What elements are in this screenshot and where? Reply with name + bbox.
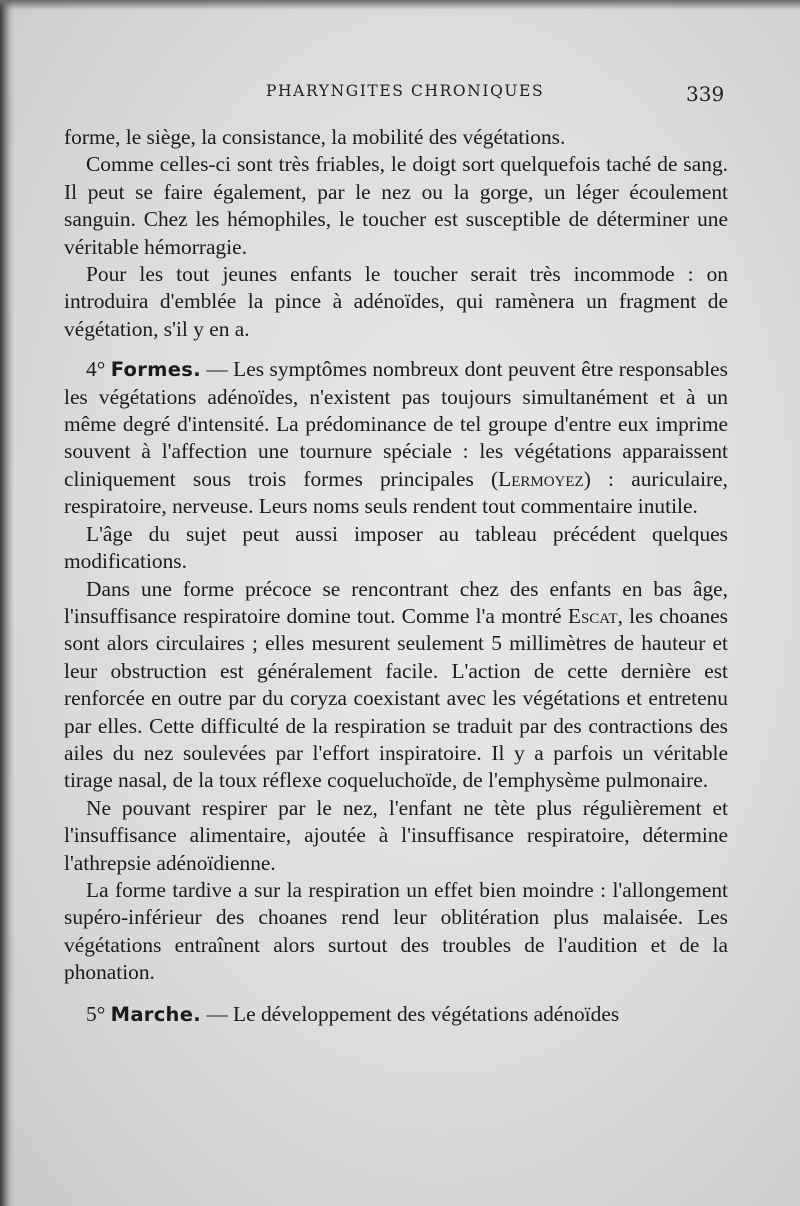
paragraph-text: ) : auriculaire, respiratoire, nerveuse. Leurs noms seuls rendent tout commentaire inutile. [64,466,728,519]
section-heading: Marche. [110,1002,201,1026]
section-marche [64,1001,728,1028]
paragraph-age [64,521,728,576]
section-formes [64,356,728,520]
paragraph-continuation [64,124,728,151]
page-number: 339 [686,82,725,106]
paragraph-text: Dans une forme précoce se rencontrant chez des enfants en bas âge, l'insuffisance respiratoire domine tout. Comme l'a montré [64,576,728,628]
paragraph-text: Pour les tout jeunes enfants le toucher serait très incommode : on introduira d'emblée la pince à adénoïdes, qui ramènera un fragment de végétation, s'il y en a. [64,262,728,341]
paragraph-text: , les choanes sont alors circulaires ; elles mesurent seulement 5 millimètres de hauteur et leur obstruction est généralement facile. L'action de cette dernière est renforcée en outre par du coryza coexistant avec les végétations et entretenu par elles. Cette difficulté de la respiration se traduit par des contractions des ailes du nez soulevées par l'effort inspiratoire. Il y a parfois un véritable tirage nasal, de la toux réflexe coqueluchoïde, de l'emphysème pulmonaire. [64,603,728,793]
section-number: 5° [86,1001,106,1026]
paragraph-early-form [64,576,728,795]
paragraph-late-form [64,877,728,987]
body-text [64,124,728,1028]
paragraph-text: forme, le siège, la consistance, la mobilité des végétations. [64,125,566,149]
paragraph-bleeding [64,151,728,261]
running-title: PHARYNGITES CHRONIQUES [266,82,545,100]
paragraph-text: Ne pouvant respirer par le nez, l'enfant ne tète plus régulièrement et l'insuffisance alimentaire, ajoutée à l'insuffisance respiratoire, détermine l'athrepsie adénoïdienne. [64,795,728,875]
page-header [0,80,800,110]
paragraph-text: La forme tardive a sur la respiration un effet bien moindre : l'allongement supéro-inférieur des choanes rend leur oblitération plus malaisée. Les végétations entraînent alors surtout des troubles de l'audition et de la phonation. [64,877,728,985]
paragraph-young-children [64,261,728,343]
author-name: Escat [567,603,618,628]
author-name: Lermoyez [498,466,584,491]
paragraph-text: L'âge du sujet peut aussi imposer au tableau précédent quelques modifications. [64,521,728,574]
paragraph-athrepsie [64,795,728,877]
paragraph-text: Comme celles-ci sont très friables, le doigt sort quelquefois taché de sang. Il peut se faire également, par le nez ou la gorge, un léger écoulement sanguin. Chez les hémophiles, le toucher est susceptible de déterminer une véritable hémorragie. [64,152,728,259]
section-heading: Formes. [110,358,201,382]
section-number: 4° [86,357,106,382]
paragraph-text: — Le développement des végétations adénoïdes [200,1001,620,1026]
paragraph-text: — Les symptômes nombreux dont peuvent être responsables les végétations adénoïdes, n'existent pas toujours simultanément et à un même degré d'intensité. La prédominance de tel groupe d'entre eux imprime souvent à l'affection une tournure spéciale : les végétations apparaissent cliniquement sous trois formes principales ( [64,357,728,491]
